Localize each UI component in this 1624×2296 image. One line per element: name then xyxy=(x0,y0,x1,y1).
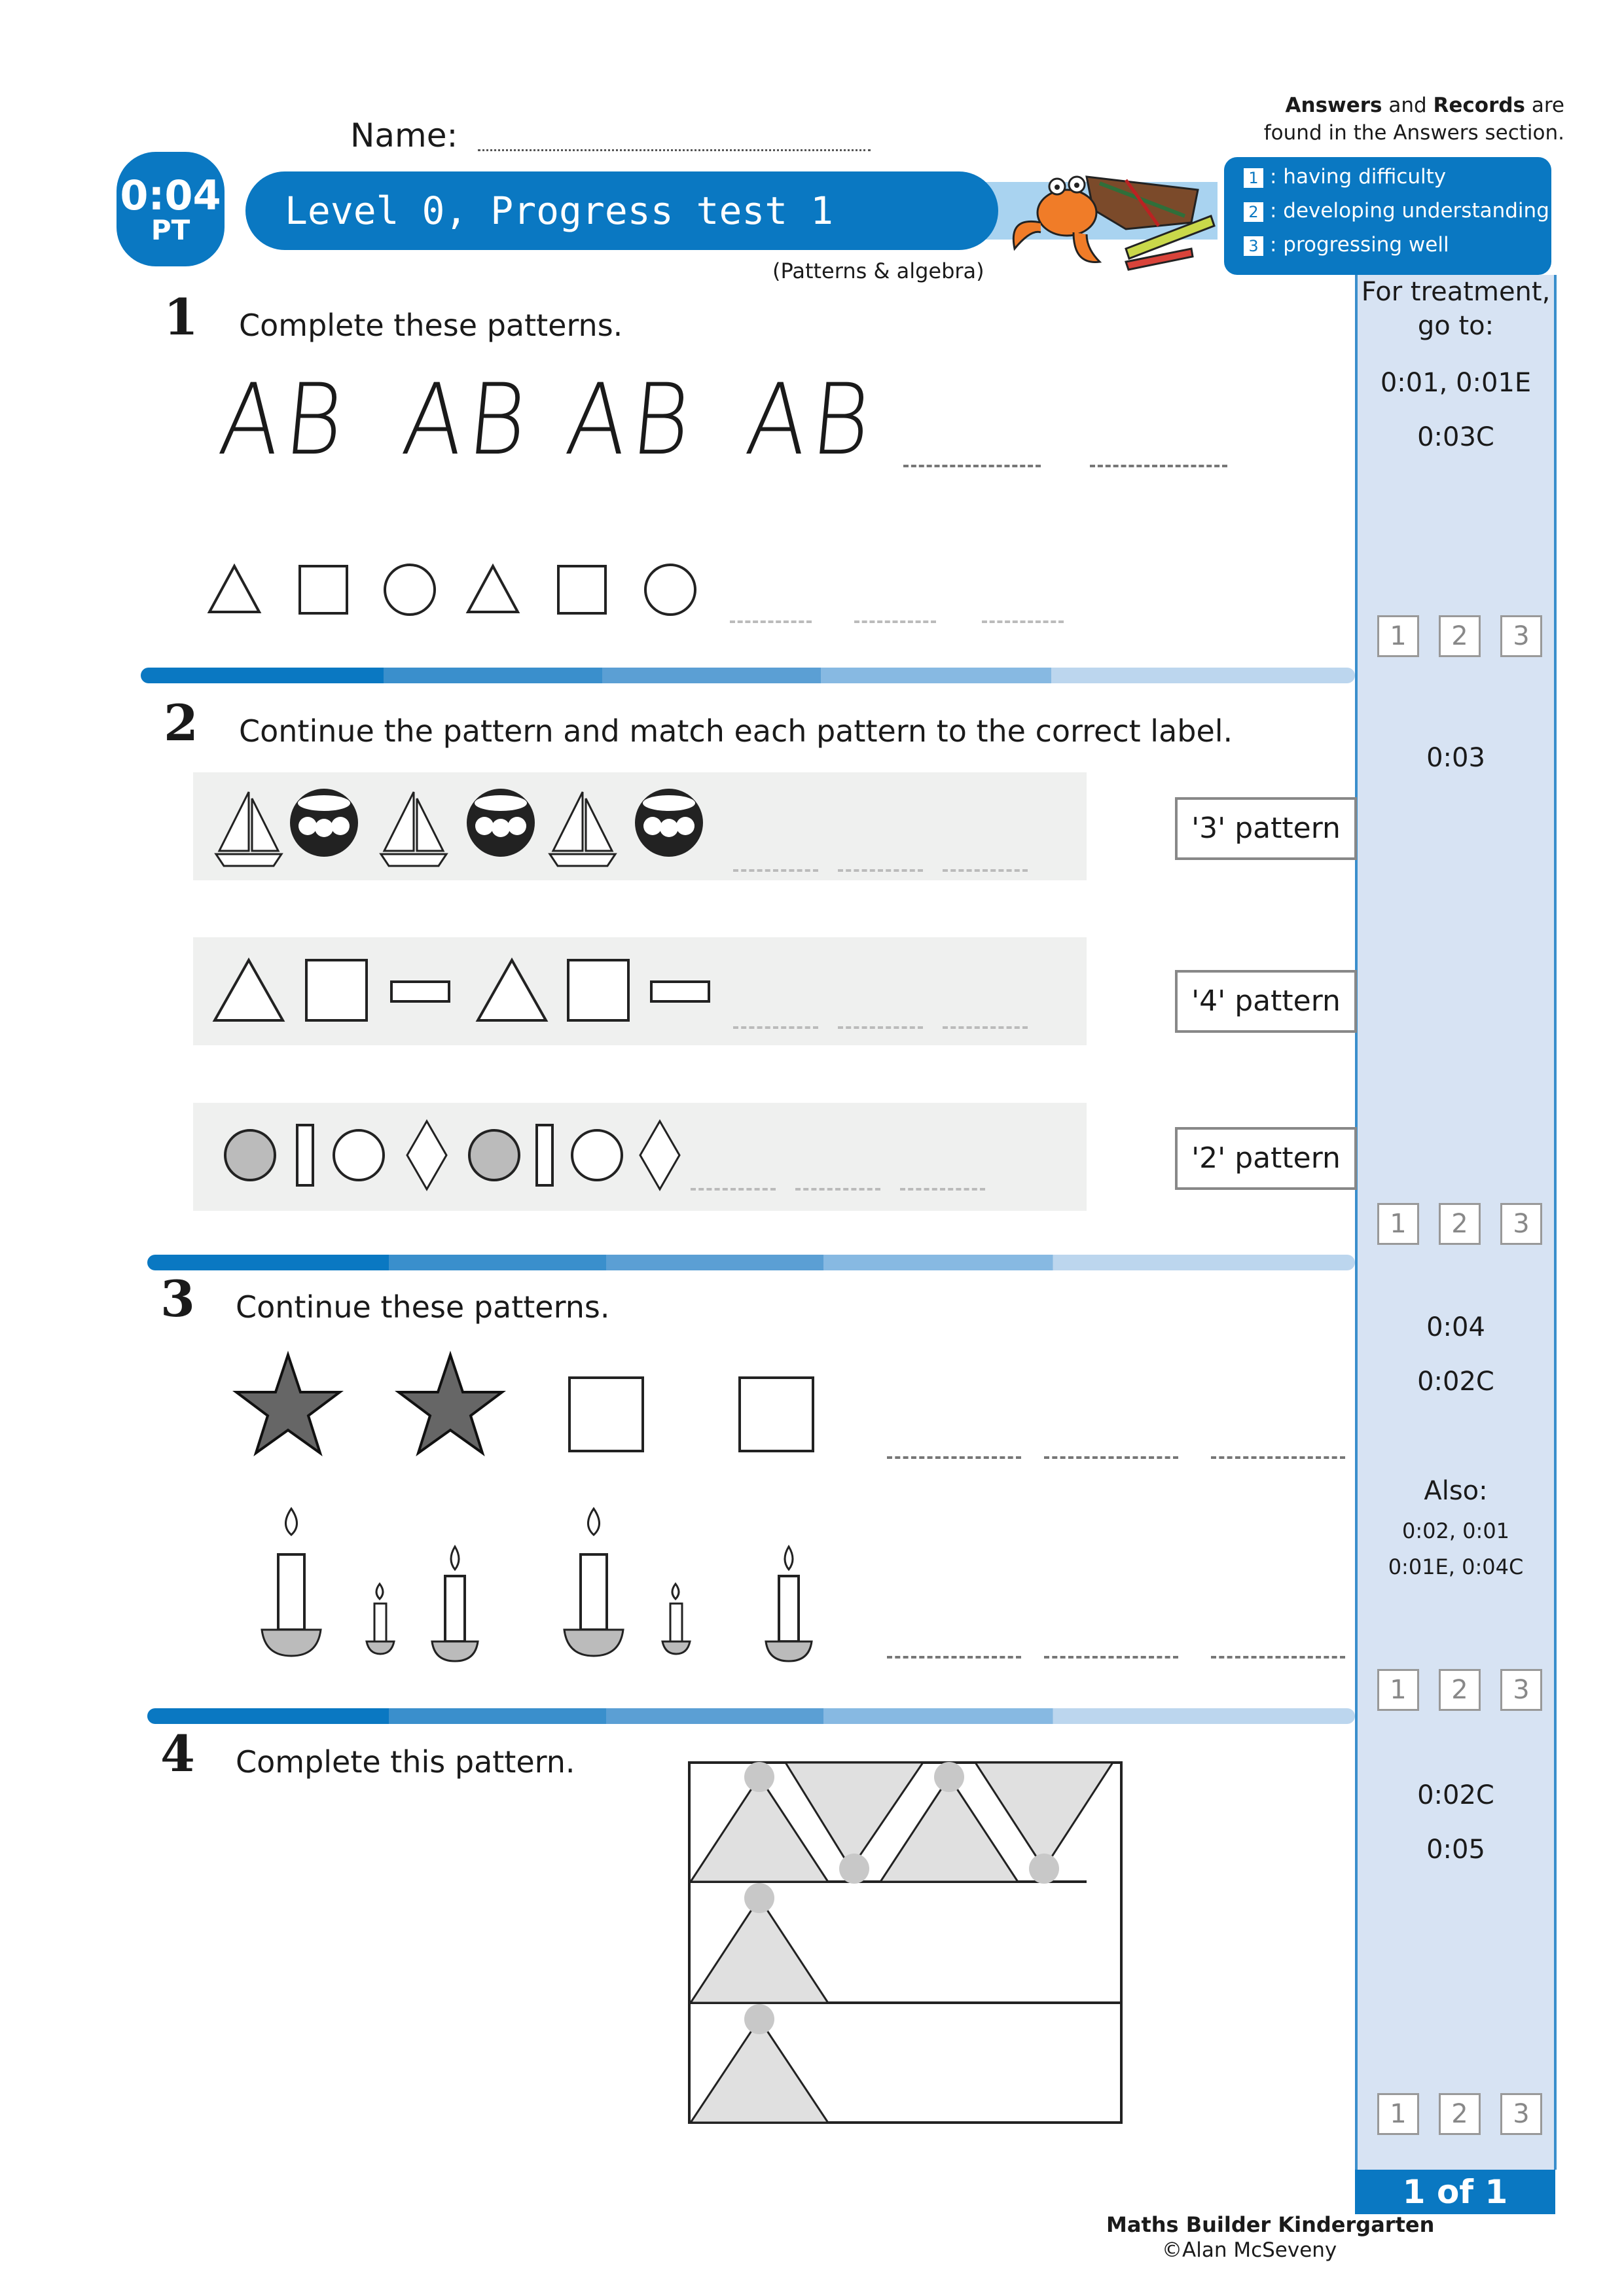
answer-blank[interactable] xyxy=(1044,1456,1178,1459)
circle-shape xyxy=(645,565,695,615)
treatment-heading-line2: go to: xyxy=(1417,311,1494,341)
bead-circle xyxy=(744,1762,774,1792)
triangle-shape xyxy=(209,566,259,612)
q2-ref: 0:03 xyxy=(1426,743,1485,773)
key-row-3 xyxy=(1244,230,1449,259)
answer-blank[interactable] xyxy=(854,620,936,623)
answer-blank[interactable] xyxy=(795,1188,880,1191)
medium-candle-icon xyxy=(432,1547,478,1661)
big-candle-icon xyxy=(262,1509,321,1656)
answers-word: Answers xyxy=(1285,94,1382,117)
answers-are: are xyxy=(1525,94,1564,117)
q3-also-ref: 0:01E, 0:04C xyxy=(1388,1554,1524,1579)
triangle-square-rectangle-pattern xyxy=(209,952,929,1031)
test-code-badge xyxy=(117,152,225,266)
score-box-2[interactable]: 2 xyxy=(1439,615,1481,657)
question-text: Continue these patterns. xyxy=(236,1289,610,1325)
bar-shape xyxy=(537,1125,552,1185)
test-type: PT xyxy=(151,214,190,246)
name-label: Name: xyxy=(350,117,458,154)
records-word: Records xyxy=(1433,94,1525,117)
circle-shape xyxy=(334,1130,384,1180)
ball-icon xyxy=(635,789,703,857)
bead-circle xyxy=(1029,1854,1059,1884)
question-text: Complete these patterns. xyxy=(239,308,623,343)
triangle-shape xyxy=(215,960,283,1020)
bead-circle xyxy=(839,1854,869,1884)
page-count: 1 of 1 xyxy=(1355,2170,1555,2214)
rectangle-shape xyxy=(391,982,449,1001)
candle-pattern xyxy=(255,1499,844,1669)
square-shape xyxy=(558,566,605,613)
circle-bar-diamond-pattern xyxy=(216,1116,936,1194)
circle-shape xyxy=(385,565,435,615)
score-box-2[interactable]: 2 xyxy=(1439,2093,1481,2135)
q4-ref: 0:02C xyxy=(1417,1780,1494,1810)
square-shape xyxy=(568,960,628,1020)
square-shape xyxy=(569,1378,643,1451)
big-candle-icon xyxy=(564,1509,623,1656)
answers-location: found in the Answers section. xyxy=(1263,121,1564,145)
diamond-shape xyxy=(407,1121,446,1189)
answers-note xyxy=(1198,92,1564,147)
key-row-1 xyxy=(1244,162,1446,191)
answer-blank[interactable] xyxy=(733,1026,818,1029)
score-box-3[interactable]: 3 xyxy=(1500,2093,1542,2135)
q3-also-label: Also: xyxy=(1424,1476,1488,1506)
answers-and: and xyxy=(1382,94,1434,117)
footer-copyright: ©Alan McSeveny xyxy=(1162,2238,1337,2262)
name-field[interactable] xyxy=(478,149,871,151)
score-box-1[interactable]: 1 xyxy=(1377,1203,1419,1245)
question-text: Complete this pattern. xyxy=(236,1744,575,1780)
question-number: 1 xyxy=(164,288,198,346)
key-row-2 xyxy=(1244,196,1549,225)
boat-ball-pattern xyxy=(209,782,929,874)
square-shape xyxy=(300,566,347,613)
score-box-3[interactable]: 3 xyxy=(1500,1203,1542,1245)
q3-ref: 0:04 xyxy=(1426,1312,1485,1342)
answer-blank[interactable] xyxy=(691,1188,776,1191)
answer-blank[interactable] xyxy=(943,1026,1028,1029)
bead-circle xyxy=(934,1762,964,1792)
square-shape xyxy=(306,960,367,1020)
treatment-heading-line1: For treatment, xyxy=(1361,277,1551,307)
treatment-heading xyxy=(1358,275,1554,343)
section-divider xyxy=(147,1255,1355,1270)
score-box-1[interactable]: 1 xyxy=(1377,2093,1419,2135)
answer-blank[interactable] xyxy=(733,869,818,872)
label-2-pattern[interactable]: '2' pattern xyxy=(1175,1127,1357,1190)
answer-blank[interactable] xyxy=(903,465,1041,467)
circle-shape xyxy=(572,1130,622,1180)
score-box-1[interactable]: 1 xyxy=(1377,615,1419,657)
question-number: 2 xyxy=(164,694,198,752)
answer-blank[interactable] xyxy=(1090,465,1227,467)
key-label: : having difficulty xyxy=(1270,165,1447,188)
small-candle-icon xyxy=(662,1584,690,1654)
score-box-2[interactable]: 2 xyxy=(1439,1203,1481,1245)
key-number: 1 xyxy=(1244,168,1263,188)
progress-key xyxy=(1224,157,1551,275)
score-box-3[interactable]: 3 xyxy=(1500,615,1542,657)
label-4-pattern[interactable]: '4' pattern xyxy=(1175,970,1357,1033)
grey-circle-shape xyxy=(469,1130,519,1180)
ball-icon xyxy=(290,789,358,857)
answer-blank[interactable] xyxy=(1211,1456,1345,1459)
answer-blank[interactable] xyxy=(887,1656,1021,1659)
page-title: Level 0, Progress test 1 xyxy=(245,171,998,250)
q1-ref: 0:01, 0:01E xyxy=(1380,368,1532,398)
sailboat-icon xyxy=(381,792,446,866)
star-icon xyxy=(399,1355,502,1453)
answer-blank[interactable] xyxy=(838,869,923,872)
question-number: 4 xyxy=(160,1725,195,1783)
section-divider xyxy=(141,668,1355,683)
test-code: 0:04 xyxy=(120,171,221,219)
q2-score-boxes xyxy=(1377,1203,1542,1245)
q3-score-boxes xyxy=(1377,1669,1542,1711)
medium-candle-icon xyxy=(766,1547,812,1661)
bead-circle xyxy=(744,1883,774,1913)
key-number: 3 xyxy=(1244,236,1263,256)
square-shape xyxy=(740,1378,813,1451)
star-square-pattern xyxy=(232,1352,821,1469)
star-icon xyxy=(236,1355,340,1453)
grey-circle-shape xyxy=(225,1130,275,1180)
pattern-letters: AB xyxy=(214,363,353,477)
answer-blank[interactable] xyxy=(838,1026,923,1029)
answer-blank[interactable] xyxy=(900,1188,985,1191)
pattern-letters: AB xyxy=(741,363,880,477)
score-box-1[interactable]: 1 xyxy=(1377,1669,1419,1711)
triangle-shape xyxy=(468,566,518,612)
pattern-letters: AB xyxy=(561,363,700,477)
treatment-sidebar xyxy=(1355,275,1557,2170)
answer-blank[interactable] xyxy=(887,1456,1021,1459)
bar-shape xyxy=(297,1125,313,1185)
footer-book-title: Maths Builder Kindergarten xyxy=(1106,2212,1435,2237)
question-number: 3 xyxy=(160,1270,195,1328)
bead-circle xyxy=(744,2004,774,2034)
ball-icon xyxy=(467,789,535,857)
diamond-shape xyxy=(640,1121,679,1189)
score-box-3[interactable]: 3 xyxy=(1500,1669,1542,1711)
small-candle-icon xyxy=(367,1584,394,1654)
answer-blank[interactable] xyxy=(730,620,812,623)
q3-also-ref: 0:02, 0:01 xyxy=(1401,1518,1510,1543)
shape-pattern-row xyxy=(203,553,713,619)
pattern-letters: AB xyxy=(397,363,537,477)
q4-score-boxes xyxy=(1377,2093,1542,2135)
score-box-2[interactable]: 2 xyxy=(1439,1669,1481,1711)
rectangle-shape xyxy=(651,982,709,1001)
q1-score-boxes xyxy=(1377,615,1542,657)
section-divider xyxy=(147,1708,1355,1724)
sailboat-icon xyxy=(550,792,615,866)
answer-blank[interactable] xyxy=(943,869,1028,872)
key-label: : progressing well xyxy=(1270,233,1449,257)
q3-ref: 0:02C xyxy=(1417,1367,1494,1397)
triangle-shape xyxy=(478,960,546,1020)
answer-blank[interactable] xyxy=(1044,1656,1178,1659)
page-subtitle: (Patterns & algebra) xyxy=(772,259,984,283)
q4-ref: 0:05 xyxy=(1426,1835,1485,1865)
answer-blank[interactable] xyxy=(982,620,1064,623)
label-3-pattern[interactable]: '3' pattern xyxy=(1175,797,1357,860)
q1-ref: 0:03C xyxy=(1417,422,1494,452)
crab-mascot-icon xyxy=(995,151,1218,281)
sailboat-icon xyxy=(216,792,281,866)
key-label: : developing understanding xyxy=(1270,199,1549,223)
bunting-pattern-grid xyxy=(687,1761,1126,2127)
answer-blank[interactable] xyxy=(1211,1656,1345,1659)
question-text: Continue the pattern and match each pattern to the correct label. xyxy=(239,713,1233,749)
key-number: 2 xyxy=(1244,202,1263,222)
